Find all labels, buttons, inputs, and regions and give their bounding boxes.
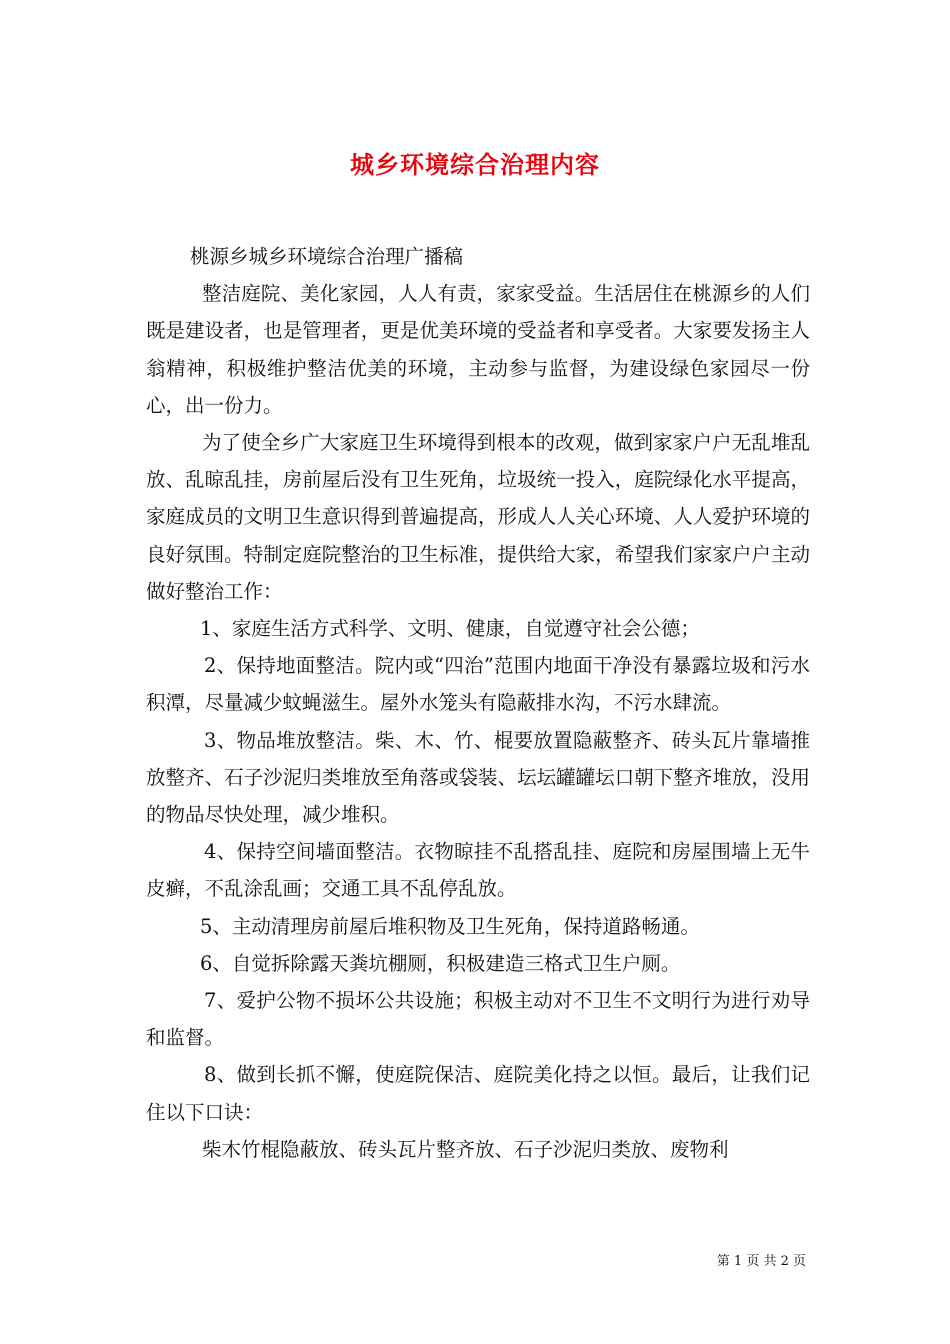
list-item: 6、自觉拆除露天粪坑棚厕，积极建造三格式卫生户厕。 <box>200 951 681 975</box>
page-indicator: 第 1 页 共 2 页 <box>716 1254 806 1269</box>
paragraph: 为了使全乡广大家庭卫生环境得到根本的改观，做到家家户户无乱堆乱放、乱晾乱挂，房前屋后没有卫生死角，垃圾统一投入，庭院绿化水平提高，家庭成员的文明卫生意识得到普遍提高，形成人人关心环境、人人爱护环境的良好氛围。特制定庭院整治的卫生标准，提供给大家，希望我们家家户户主动做好整治工作： <box>146 431 810 603</box>
closing-line: 柴木竹棍隐蔽放、砖头瓦片整齐放、石子沙泥归类放、废物利 <box>202 1137 729 1161</box>
list-item: 4、保持空间墙面整洁。衣物晾挂不乱搭乱挂、庭院和房屋围墙上无牛皮癣，不乱涂乱画；交通工具不乱停乱放。 <box>146 840 810 901</box>
document-title: 城乡环境综合治理内容 <box>350 150 600 180</box>
document-body <box>146 238 810 1168</box>
list-item: 5、主动清理房前屋后堆积物及卫生死角，保持道路畅通。 <box>200 914 700 938</box>
list-item: 1、家庭生活方式科学、文明、健康，自觉遵守社会公德； <box>200 617 700 641</box>
paragraph: 整洁庭院、美化家园，人人有责，家家受益。生活居住在桃源乡的人们既是建设者，也是管理者，更是优美环境的受益者和享受者。大家要发扬主人翁精神，积极维护整洁优美的环境，主动参与监督，为建设绿色家园尽一份心，出一份力。 <box>146 282 810 417</box>
list-item: 8、做到长抓不懈，使庭院保洁、庭院美化持之以恒。最后，让我们记住以下口诀： <box>146 1063 810 1124</box>
list-item: 2、保持地面整洁。院内或“四治”范围内地面干净没有暴露垃圾和污水积潭，尽量减少蚊蝇滋生。屋外水笼头有隐蔽排水沟，不污水肆流。 <box>146 654 810 715</box>
list-item: 7、爱护公物不损坏公共设施；积极主动对不卫生不文明行为进行劝导和监督。 <box>146 989 810 1050</box>
list-item: 3、物品堆放整洁。柴、木、竹、棍要放置隐蔽整齐、砖头瓦片靠墙推放整齐、石子沙泥归类堆放至角落或袋装、坛坛罐罐坛口朝下整齐堆放，没用的物品尽快处理，减少堆积。 <box>146 728 810 827</box>
document-subtitle: 桃源乡城乡环境综合治理广播稿 <box>190 245 464 268</box>
